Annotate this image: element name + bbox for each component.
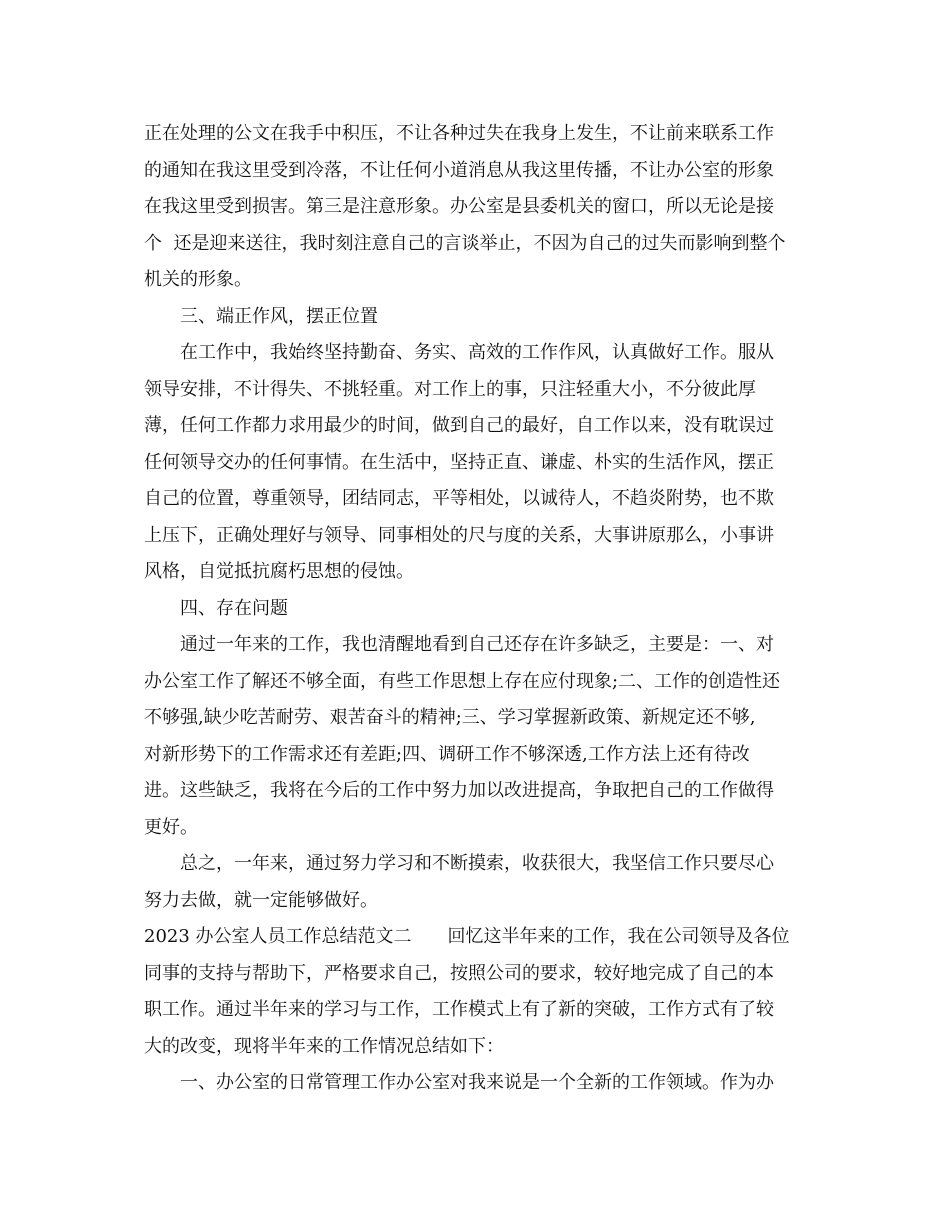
text-line: 办公室工作了解还不够全面，有些工作思想上存在应付现象;二、工作的创造性还 — [144, 670, 781, 692]
document-body — [144, 116, 809, 1102]
text-line: 机关的形象。 — [144, 269, 252, 290]
section-heading: 三、端正作风，摆正位置 — [180, 305, 378, 327]
text-line: 的通知在我这里受到冷落，不让任何小道消息从我这里传播，不让办公室的形象 — [144, 159, 774, 181]
text-line: 在我这里受到损害。第三是注意形象。办公室是县委机关的窗口，所以无论是接 — [144, 196, 774, 217]
paragraph-start-line: 通过一年来的工作，我也清醒地看到自己还存在许多缺乏，主要是：一、对 — [180, 634, 774, 655]
paragraph-start-line: 总之，一年来，通过努力学习和不断摸索，收获很大，我坚信工作只要尽心 — [180, 853, 774, 874]
section-heading: 四、存在问题 — [180, 597, 288, 619]
text-line: 大的改变，现将半年来的工作情况总结如下： — [144, 1035, 504, 1057]
text-line: 职工作。通过半年来的学习与工作，工作模式上有了新的突破，工作方式有了较 — [144, 999, 774, 1020]
text-line: 任何领导交办的任何事情。在生活中，坚持正直、谦虚、朴实的生活作风，摆正 — [144, 451, 774, 473]
text-line: 上压下，正确处理好与领导、同事相处的尺与度的关系，大事讲原那么，小事讲 — [144, 524, 774, 546]
text-line: 对新形势下的工作需求还有差距;四、调研工作不够深透,工作方法上还有待改 — [144, 743, 750, 765]
text-line: 正在处理的公文在我手中积压，不让各种过失在我身上发生，不让前来联系工作 — [144, 123, 774, 144]
text-line: 进。这些缺乏，我将在今后的工作中努力加以改进提高，争取把自己的工作做得 — [144, 780, 774, 801]
text-line: 不够强,缺少吃苦耐劳、艰苦奋斗的精神;三、学习掌握新政策、新规定还不够, — [144, 707, 756, 728]
text-line: 风格，自觉抵抗腐朽思想的侵蚀。 — [144, 561, 414, 582]
document-title-line: 2023 办公室人员工作总结范文二 回忆这半年来的工作，我在公司领导及各位 — [144, 926, 790, 947]
text-line: 薄，任何工作都力求用最少的时间，做到自己的最好，自工作以来，没有耽误过 — [144, 415, 774, 436]
text-line: 自己的位置，尊重领导，团结同志，平等相处，以诚待人，不趋炎附势，也不欺 — [144, 488, 774, 509]
paragraph-start-line: 在工作中，我始终坚持勤奋、务实、高效的工作作风，认真做好工作。服从 — [180, 342, 774, 363]
text-line: 同事的支持与帮助下，严格要求自己，按照公司的要求，较好地完成了自己的本 — [144, 962, 774, 984]
text-line: 更好。 — [144, 816, 198, 838]
section-heading: 一、办公室的日常管理工作办公室对我来说是一个全新的工作领域。作为办 — [180, 1072, 774, 1093]
text-line: 个 还是迎来送往，我时刻注意自己的言谈举止，不因为自己的过失而影响到整个 — [144, 232, 786, 254]
text-line: 领导安排，不计得失、不挑轻重。对工作上的事，只注轻重大小，不分彼此厚 — [144, 378, 756, 400]
text-line: 努力去做，就一定能够做好。 — [144, 889, 378, 911]
